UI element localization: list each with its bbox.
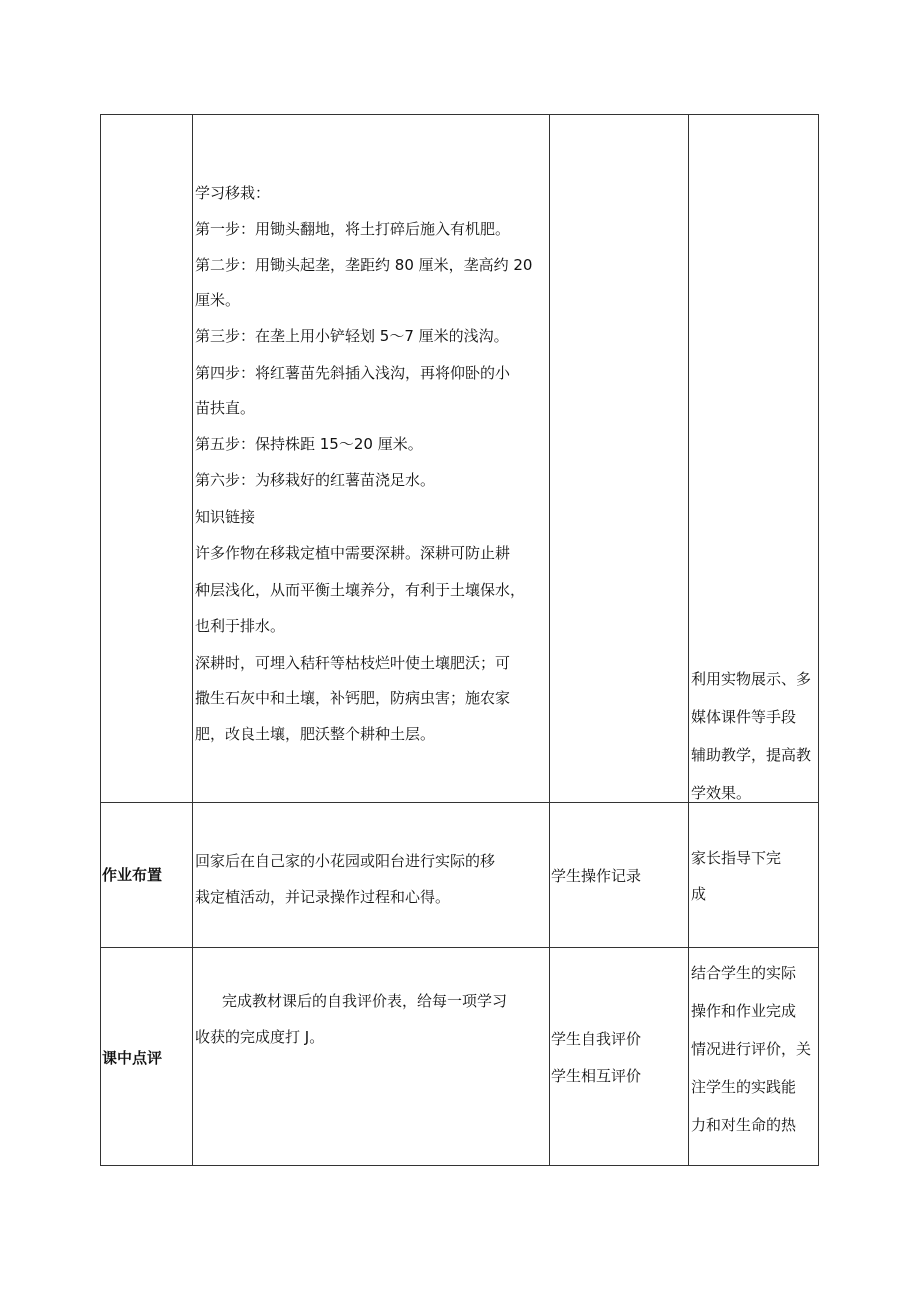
review-line: 完成教材课后的自我评价表，给每一项学习 [222, 992, 508, 1010]
homework-label: 作业布置 [102, 866, 163, 884]
note-line: 力和对生命的热 [691, 1116, 797, 1134]
content-line: 学习移栽： [195, 184, 271, 202]
content-line: 肥，改良土壤，肥沃整个耕种土层。 [195, 725, 436, 743]
table-left-border [100, 114, 101, 1166]
table-top-border [100, 114, 819, 115]
note-line: 利用实物展示、多 [691, 670, 812, 688]
row1-note [691, 660, 811, 812]
content-line: 撒生石灰中和土壤，补钙肥，防病虫害；施农家 [195, 689, 511, 707]
content-line: 许多作物在移栽定植中需要深耕。深耕可防止耕 [195, 544, 511, 562]
content-line: 深耕时，可埋入秸秆等枯枝烂叶使土壤肥沃；可 [195, 654, 511, 672]
content-line: 厘米。 [195, 291, 241, 309]
column-divider-3 [688, 114, 689, 1166]
content-line: 第四步：将红薯苗先斜插入浅沟，再将仰卧的小 [195, 364, 511, 382]
homework-activity: 学生操作记录 [551, 867, 642, 885]
review-line: 收获的完成度打 J。 [195, 1028, 325, 1046]
content-line: 第三步：在垄上用小铲轻划 5～7 厘米的浅沟。 [195, 327, 509, 345]
review-activity-line: 学生自我评价 [551, 1030, 642, 1048]
review-note [691, 954, 811, 1144]
note-line: 注学生的实践能 [691, 1078, 797, 1096]
row-divider-2 [100, 947, 819, 948]
content-line: 苗扶直。 [195, 399, 256, 417]
content-line: 种层浅化，从而平衡土壤养分，有利于土壤保水， [195, 581, 526, 599]
homework-line: 栽定植活动，并记录操作过程和心得。 [195, 888, 451, 906]
content-line: 第六步：为移栽好的红薯苗浇足水。 [195, 471, 436, 489]
table-bottom-border [100, 1165, 819, 1166]
homework-note-line: 家长指导下完 [691, 849, 782, 867]
note-line: 情况进行评价，关 [691, 1040, 812, 1058]
review-activity-line: 学生相互评价 [551, 1067, 642, 1085]
content-line: 第五步：保持株距 15～20 厘米。 [195, 435, 423, 453]
note-line: 媒体课件等手段 [691, 708, 797, 726]
table-right-border [818, 114, 819, 1166]
note-line: 辅助教学，提高教 [691, 746, 812, 764]
content-line: 第一步：用锄头翻地，将土打碎后施入有机肥。 [195, 220, 511, 238]
homework-line: 回家后在自己家的小花园或阳台进行实际的移 [195, 852, 496, 870]
column-divider-2 [549, 114, 550, 1166]
review-label: 课中点评 [102, 1049, 163, 1067]
homework-note-line: 成 [691, 885, 707, 903]
note-line: 学效果。 [691, 784, 752, 802]
content-line: 知识链接 [195, 508, 256, 526]
note-line: 结合学生的实际 [691, 964, 797, 982]
note-line: 操作和作业完成 [691, 1002, 797, 1020]
content-line: 第二步：用锄头起垄，垄距约 80 厘米，垄高约 20 [195, 256, 533, 274]
column-divider-1 [192, 114, 193, 1166]
content-line: 也利于排水。 [195, 617, 286, 635]
